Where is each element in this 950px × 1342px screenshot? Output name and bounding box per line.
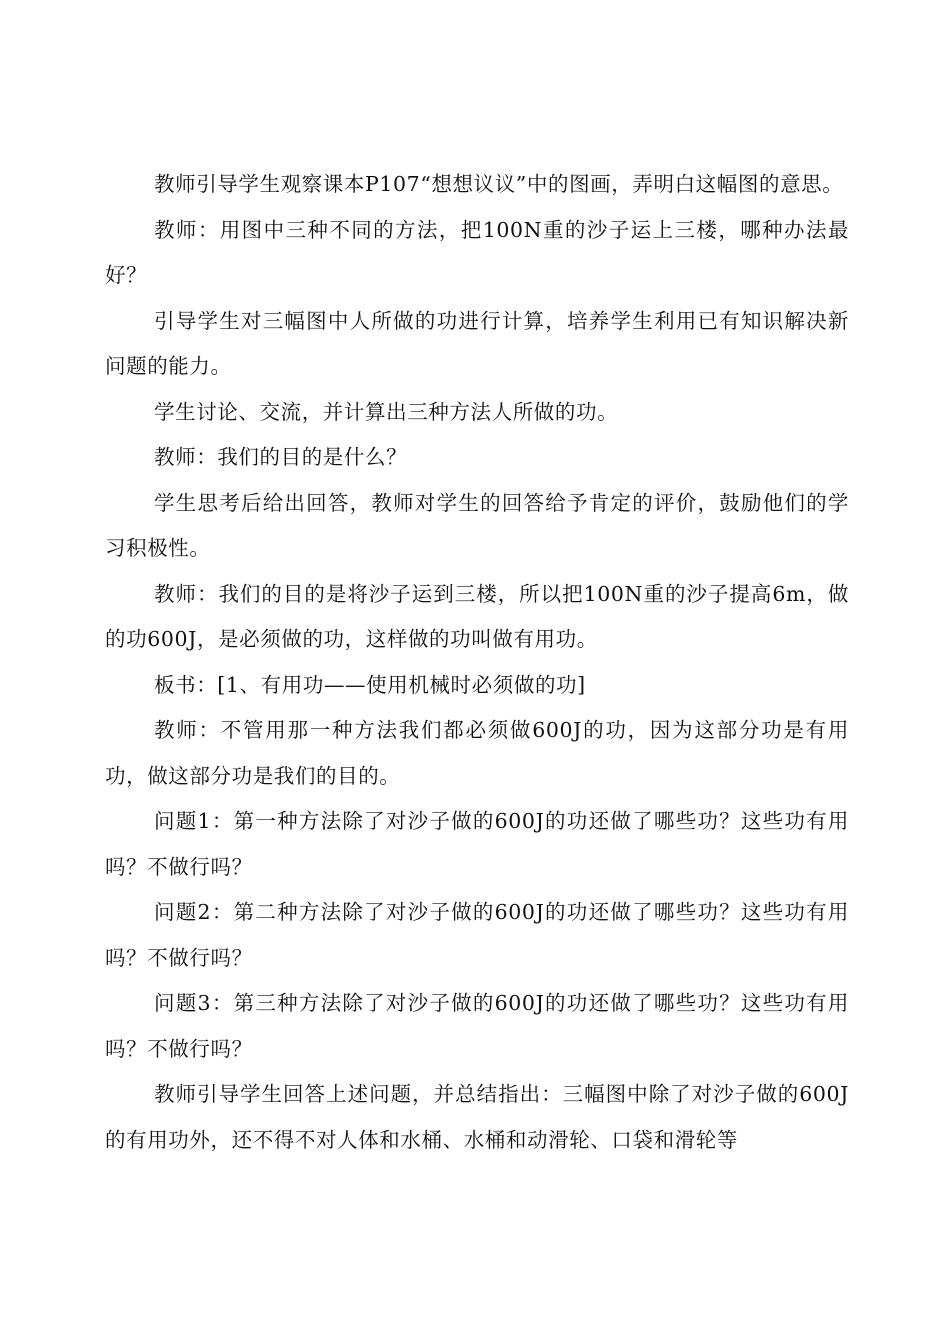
paragraph-guide-calculation: 引导学生对三幅图中人所做的功进行计算，培养学生利用已有知识解决新问题的能力。 [105,308,849,378]
paragraph-useful-work-explanation: 教师：我们的目的是将沙子运到三楼，所以把100N重的沙子提高6m，做的功600J，是必须做的功，这样做的功叫做有用功。 [105,581,849,651]
document-page [105,162,849,1163]
paragraph-question-1: 问题1：第一种方法除了对沙子做的600J的功还做了哪些功？这些功有用吗？不做行吗？ [105,809,849,879]
paragraph-teacher-question: 教师：用图中三种不同的方法，把100N重的沙子运上三楼，哪种办法最好？ [105,217,849,287]
paragraph-blackboard-note: 板书：[1、有用功——使用机械时必须做的功] [154,672,586,697]
paragraph-observe-picture: 教师引导学生观察课本P107“想想议议”中的图画，弄明白这幅图的意思。 [154,172,844,196]
paragraph-summary: 教师引导学生回答上述问题，并总结指出：三幅图中除了对沙子做的600J的有用功外，还不得不对人体和水桶、水桶和动滑轮、口袋和滑轮等 [105,1082,849,1152]
paragraph-student-discussion: 学生讨论、交流，并计算出三种方法人所做的功。 [154,399,619,424]
paragraph-teacher-600j: 教师：不管用那一种方法我们都必须做600J的功，因为这部分功是有用功，做这部分功是我们的目的。 [105,718,849,788]
paragraph-question-3: 问题3：第三种方法除了对沙子做的600J的功还做了哪些功？这些功有用吗？不做行吗？ [105,991,849,1061]
paragraph-question-2: 问题2：第二种方法除了对沙子做的600J的功还做了哪些功？这些功有用吗？不做行吗？ [105,900,849,970]
paragraph-teacher-purpose: 教师：我们的目的是什么？ [154,445,408,469]
paragraph-student-answer: 学生思考后给出回答，教师对学生的回答给予肯定的评价，鼓励他们的学习积极性。 [105,490,849,560]
